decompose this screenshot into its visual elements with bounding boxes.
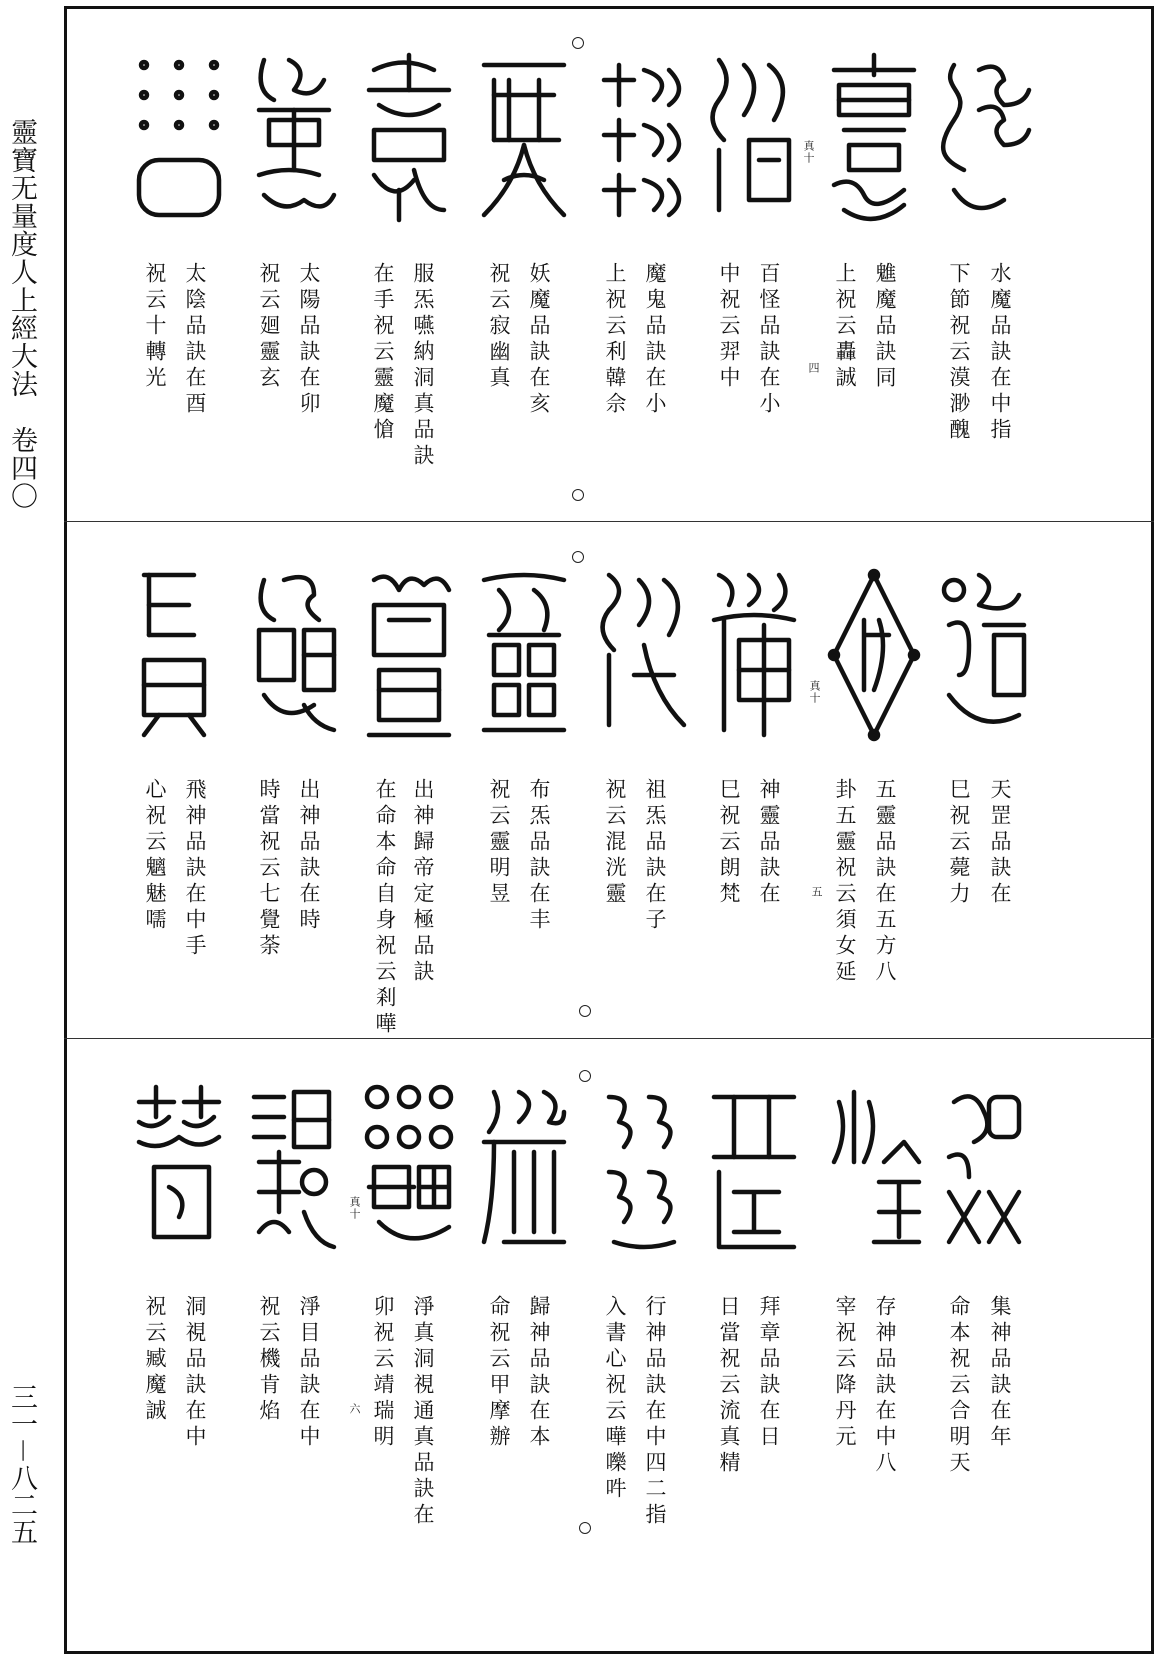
text-column: 時當祝云七覺荼: [257, 778, 281, 960]
seal-glyph: [700, 1082, 808, 1262]
circle-mark: [579, 1070, 591, 1082]
seal-glyph: [700, 565, 808, 745]
section-divider: [64, 521, 1154, 522]
text-column: 出神歸帝定極品訣: [411, 778, 435, 986]
seal-glyph: [930, 565, 1038, 745]
section-divider: [64, 1038, 1154, 1039]
text-column: 神靈品訣在: [757, 778, 781, 908]
text-column: 祝云靈明昱: [487, 778, 511, 908]
column-note: 真十: [802, 140, 815, 164]
text-column: 百怪品訣在小: [757, 262, 781, 418]
text-column: 在手祝云靈魔愴: [371, 262, 395, 444]
text-column: 歸神品訣在本: [527, 1295, 551, 1451]
circle-mark: [572, 551, 584, 563]
circle-mark: [579, 1522, 591, 1534]
seal-glyph: [930, 50, 1038, 230]
column-note: 真十: [808, 680, 821, 704]
circle-mark: [572, 37, 584, 49]
text-column: 祝云臧魔誠: [143, 1295, 167, 1425]
text-column: 祝云混洸靈: [603, 778, 627, 908]
text-column: 命祝云甲摩辦: [487, 1295, 511, 1451]
seal-glyph: [240, 1082, 348, 1262]
text-column: 巳祝云朗梵: [717, 778, 741, 908]
seal-glyph: [590, 565, 698, 745]
seal-glyph: [240, 565, 348, 745]
seal-glyph: [355, 1082, 463, 1262]
text-column: 在命本命自身祝云剎嘩: [373, 778, 397, 1038]
text-column: 上祝云轟誠: [833, 262, 857, 392]
text-column: 上祝云利韓佘: [603, 262, 627, 418]
text-column: 祖炁品訣在子: [643, 778, 667, 934]
text-column: 祝云機肯焰: [257, 1295, 281, 1425]
text-column: 太陽品訣在卯: [297, 262, 321, 418]
text-column: 卯祝云靖瑞明: [371, 1295, 395, 1451]
seal-glyph: [355, 565, 463, 745]
text-column: 水魔品訣在中指: [988, 262, 1012, 444]
text-column: 祝云寂幽真: [487, 262, 511, 392]
text-column: 行神品訣在中四二指: [643, 1295, 667, 1529]
text-column: 命本祝云合明天: [947, 1295, 971, 1477]
text-column: 存神品訣在中八: [873, 1295, 897, 1477]
margin-page-number: 三一－八二五: [6, 1383, 37, 1545]
seal-glyph: [820, 50, 928, 230]
seal-glyph: [930, 1082, 1038, 1262]
seal-glyph: [125, 50, 233, 230]
seal-glyph: [700, 50, 808, 230]
text-column: 淨真洞視通真品訣在: [411, 1295, 435, 1529]
seal-glyph: [820, 565, 928, 745]
text-column: 洞視品訣在中: [183, 1295, 207, 1451]
seal-glyph: [240, 50, 348, 230]
text-column: 服炁嚥納洞真品訣: [411, 262, 435, 470]
column-note: 四: [807, 362, 820, 374]
text-column: 巳祝云薨力: [947, 778, 971, 908]
seal-glyph: [590, 1082, 698, 1262]
text-column: 飛神品訣在中手: [183, 778, 207, 960]
text-column: 魋魔品訣同: [873, 262, 897, 392]
seal-glyph: [820, 1082, 928, 1262]
text-column: 集神品訣在年: [988, 1295, 1012, 1451]
seal-glyph: [470, 565, 578, 745]
text-column: 妖魔品訣在亥: [527, 262, 551, 418]
text-column: 淨目品訣在中: [297, 1295, 321, 1451]
seal-glyph: [355, 50, 463, 230]
text-column: 出神品訣在時: [297, 778, 321, 934]
text-column: 祝云十轉光: [143, 262, 167, 392]
text-column: 天罡品訣在: [988, 778, 1012, 908]
text-column: 中祝云羿中: [717, 262, 741, 392]
circle-mark: [579, 1005, 591, 1017]
text-column: 心祝云魑魅嚅: [143, 778, 167, 934]
seal-glyph: [125, 565, 233, 745]
text-column: 入書心祝云嘩嚛吽: [603, 1295, 627, 1503]
text-column: 祝云廻靈玄: [257, 262, 281, 392]
text-column: 下節祝云漠渺醜: [947, 262, 971, 444]
column-note: 真十: [348, 1196, 361, 1220]
text-column: 太陰品訣在酉: [183, 262, 207, 418]
column-note: 六: [348, 1403, 361, 1415]
text-column: 拜章品訣在日: [757, 1295, 781, 1451]
seal-glyph: [470, 1082, 578, 1262]
column-note: 五: [810, 886, 823, 898]
text-column: 卦五靈祝云須女延: [833, 778, 857, 986]
text-column: 布炁品訣在丰: [527, 778, 551, 934]
text-column: 魔鬼品訣在小: [643, 262, 667, 418]
margin-book-title: 靈寶无量度人上經大法 卷四〇: [6, 118, 37, 510]
text-column: 日當祝云流真精: [717, 1295, 741, 1477]
circle-mark: [572, 489, 584, 501]
seal-glyph: [590, 50, 698, 230]
seal-glyph: [125, 1082, 233, 1262]
text-column: 宰祝云降丹元: [833, 1295, 857, 1451]
seal-glyph: [470, 50, 578, 230]
text-column: 五靈品訣在五方八: [873, 778, 897, 986]
